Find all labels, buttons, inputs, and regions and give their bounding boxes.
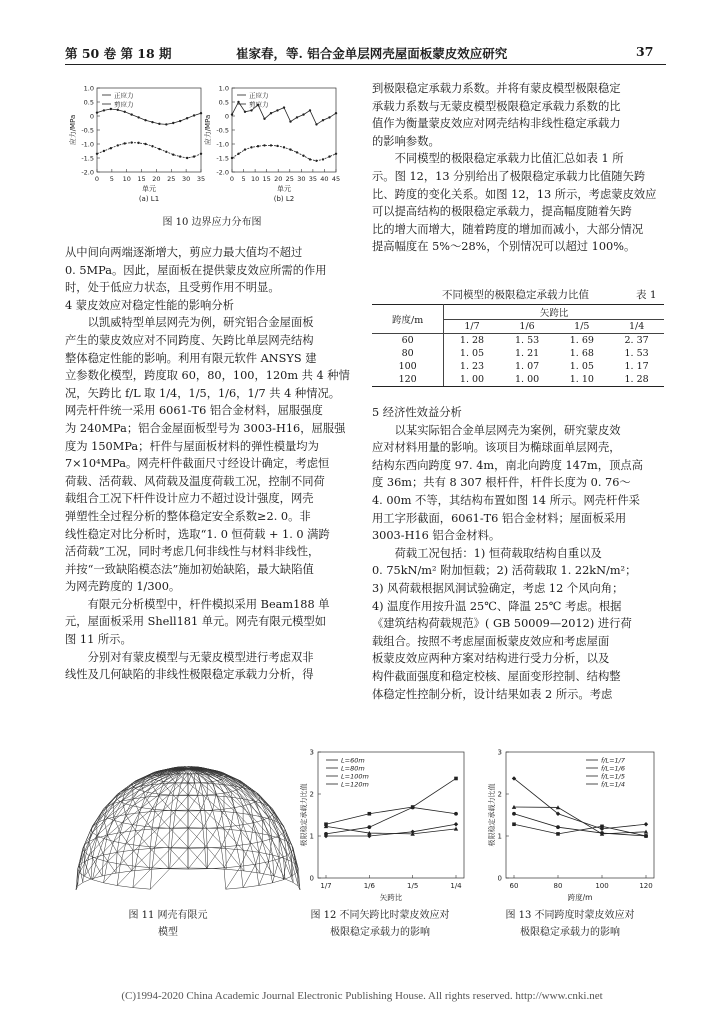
text-line: 4. 00m 不等，其结构布置如图 14 所示。网壳杆件采 [372,493,640,507]
text-line: 度 36m；共有 8 307 根杆件，杆件长度为 0. 76～ [372,476,631,490]
table1-span: 60 [372,334,444,348]
data-point [322,119,324,121]
text-line: 荷载、活荷载、风荷载及温度荷载工况，控制不同荷 [65,474,325,488]
y-tick-label: -1.5 [216,154,229,163]
data-point [302,113,304,115]
x-tick-label: 25 [167,175,176,183]
table1-col-header: 1/6 [500,320,555,334]
data-point [144,143,146,145]
table-row [372,360,664,373]
section-5-heading: 5 经济性效益分析 [372,406,462,419]
text-line: 应对材料用量的影响。该项目为椭球面单层网壳， [372,441,621,455]
text-line: 况，矢跨比 f/L 取 1/4，1/5，1/6，1/7 共 4 种情况。 [65,386,341,400]
x-tick-label: 30 [182,175,191,183]
series-line [232,102,336,124]
data-point [367,825,371,829]
copyright-footer: (C)1994-2020 China Academic Journal Electronic Publishing House. All rights reserved. http://www.cnki.net [121,990,603,1002]
running-title: 崔家春，等. 铝合金单层网壳屋面板蒙皮效应研究 [236,46,508,61]
data-point [309,109,311,111]
series-line [97,109,201,124]
text-line: 3) 风荷载根据风洞试验确定，考虑 12 个风向角； [372,581,624,595]
y-tick-label: -1.0 [81,140,94,149]
text-line: 线性及几何缺陷的非线性极限稳定承载力分析，得 [65,668,314,682]
text-line: 图 11 所示。 [65,633,132,647]
data-point [96,111,98,113]
fig11-dome-model [68,750,308,900]
data-point [335,112,337,114]
table-row [372,347,664,360]
y-tick-label: 0 [309,874,314,883]
data-point [244,111,246,113]
data-point [137,116,139,118]
data-point [237,101,239,103]
fig12-caption-line2: 极限稳定承载力的影响 [330,927,430,938]
data-point [296,151,298,153]
text-line: 活荷载”工况，同时考虑几何非线性与材料非线性， [65,545,320,559]
data-point [179,120,181,122]
x-tick-label: 120 [639,882,653,890]
y-tick-label: 3 [497,748,502,757]
y-axis-label: 极限稳定承载力比值 [300,783,308,847]
data-point [512,822,516,826]
table1-cell: 1. 28 [459,335,485,346]
y-tick-label: 1.0 [218,84,229,93]
data-point [315,123,317,125]
data-point [231,113,233,115]
data-point [644,822,648,826]
legend-label: f/L=1/4 [601,780,626,789]
fig11-caption-line2: 模型 [158,927,178,938]
data-point [283,146,285,148]
data-point [165,123,167,125]
table1-cell: 1. 05 [569,361,594,372]
data-point [454,777,458,781]
data-point [454,812,458,816]
text-line: 的影响参数。 [372,134,440,148]
right-column-top [372,80,664,256]
plot-frame [232,88,336,172]
table1-cell: 1. 00 [444,373,500,387]
data-point [244,148,246,150]
y-tick-label: -1.5 [81,154,94,163]
para-case [372,422,664,545]
text-line: 网壳杆件统一采用 6061-T6 铝合金材料，屈服强度 [65,404,323,418]
text-line: 元，屋面板采用 Shell181 单元。网壳有限元模型如 [65,615,327,629]
data-point [328,155,330,157]
text-line: 立参数化模型，跨度取 60，80，100，120m 共 4 种情 [65,369,350,383]
section-4-heading: 4 蒙皮效应对稳定性能的影响分析 [65,298,234,312]
y-tick-label: 2 [309,790,314,799]
table1 [372,304,664,387]
table1-col-header: 1/5 [554,320,609,334]
text-line: 不同模型的极限稳定承载力比值汇总如表 1 所 [394,152,624,166]
x-tick-label: 15 [262,175,271,183]
text-line: 构件截面强度和稳定校核、屋面变形控制、结构整 [372,669,621,683]
table1-cell: 1. 23 [459,361,485,372]
data-point [257,145,259,147]
series-line [514,778,646,828]
x-tick-label: 15 [137,175,146,183]
text-line: 到极限稳定承载力系数。并将有蒙皮模型极限稳定 [372,82,621,95]
data-point [289,148,291,150]
y-axis-label: 极限稳定承载力比值 [488,783,496,847]
text-line: 比的增大而增大，随着跨度的增加而减小，大部分情况 [372,222,644,236]
table1-group-header: 矢跨比 [444,305,664,320]
table1-cell: 1. 53 [514,335,540,346]
y-tick-label: -2.0 [216,168,229,177]
y-tick-label: 0 [224,112,229,121]
data-point [96,153,98,155]
data-point [556,832,560,836]
right-column-bottom [372,404,664,703]
plot-frame [506,752,654,878]
text-line: 0. 5MPa。因此，屋面板在提供蒙皮效应所需的作用 [65,263,327,277]
data-point [193,114,195,116]
legend-label: L=60m [341,756,365,765]
data-point [117,144,119,146]
data-point [110,147,112,149]
fig10b-chart [200,80,350,210]
text-line: 弹塑性全过程分析的整体稳定安全系数≥2. 0。非 [65,509,311,523]
data-point [270,112,272,114]
x-axis-label: 单元 [277,185,291,193]
text-line: 7×10⁴MPa。网壳杆件截面尺寸经设计确定，考虑恒 [65,457,330,471]
y-tick-label: 2 [497,790,502,799]
data-point [302,155,304,157]
table1-cell: 1. 53 [624,348,649,359]
y-tick-label: -0.5 [216,126,229,135]
table1-cell: 1. 05 [459,348,485,359]
data-point [263,118,265,120]
data-point [137,142,139,144]
y-tick-label: 0 [89,112,94,121]
data-point [172,153,174,155]
x-tick-label: 1/5 [407,882,419,890]
data-point [276,145,278,147]
fig12-caption-line1: 图 12 不同矢跨比时蒙皮效应对 [310,910,450,921]
table1-cell: 2. 37 [624,335,649,346]
x-tick-label: 0 [94,175,100,183]
data-point [130,141,132,143]
data-point [454,822,458,826]
text-line: 0. 75kN/m² 附加恒载；2) 活荷载取 1. 22kN/m²； [372,564,637,578]
y-tick-label: 0.5 [218,98,229,107]
plot-frame [318,752,464,878]
text-line: 体稳定性控制分析，设计结果如表 2 所示。考虑 [372,687,613,701]
page-number: 37 [636,44,654,59]
x-axis-label: 矢跨比 [379,893,403,902]
text-line: 用工字形截面，6061-T6 铝合金材料；屋面板采用 [372,511,627,525]
data-point [289,120,291,122]
y-tick-label: -1.0 [216,140,229,149]
y-tick-label: 1 [309,832,314,841]
table1-cell: 1. 10 [554,373,609,387]
text-line: 度为 150MPa；杆件与屋面板材料的弹性模量均为 [65,439,319,453]
x-tick-label: 30 [297,175,306,183]
data-point [644,834,648,838]
subfigure-label: (a) L1 [138,195,160,203]
text-line: 分别对有蒙皮模型与无蒙皮模型进行考虑双非 [87,650,314,664]
fig10a-chart [65,80,215,210]
text-line: 3003-H16 铝合金材料。 [372,529,501,543]
fig13-caption-line1: 图 13 不同跨度时蒙皮效应对 [505,910,635,921]
table1-col-header: 1/4 [609,320,664,334]
x-tick-label: 1/6 [363,882,375,890]
fig10-caption: 图 10 边界应力分布图 [162,217,262,228]
text-line: 4) 温度作用按升温 25℃、降温 25℃ 考虑。根据 [372,599,622,613]
x-tick-label: 45 [331,175,341,183]
x-tick-label: 0 [229,175,235,183]
data-point [151,145,153,147]
data-point [237,153,239,155]
text-line: 承载力系数与无蒙皮模型极限稳定承载力系数的比 [372,99,621,113]
legend-label: 剪应力 [114,100,134,109]
text-line: 线性稳定对比分析时，选取“1. 0 恒荷载 + 1. 0 满跨 [65,527,330,541]
x-tick-label: 20 [152,175,161,183]
x-tick-label: 5 [241,175,246,183]
legend-label: f/L=1/5 [601,772,626,781]
x-tick-label: 20 [274,175,283,183]
legend-label: 正应力 [249,91,269,100]
y-tick-label: 0.5 [83,98,94,107]
y-tick-label: 0 [497,874,502,883]
table1-cell: 1. 21 [514,348,540,359]
fig13-chart [470,748,662,908]
data-point [250,109,252,111]
header-rule [65,64,666,65]
x-tick-label: 1/4 [450,882,462,890]
data-point [186,117,188,119]
data-point [296,116,298,118]
text-line: 整体稳定性能的影响。利用有限元软件 ANSYS 建 [65,351,317,365]
data-point [322,158,324,160]
data-point [270,144,272,146]
text-line: 产生的蒙皮效应对不同跨度、矢跨比单层网壳结构 [65,333,314,347]
x-tick-label: 35 [196,175,206,183]
legend-label: L=80m [341,764,365,773]
y-tick-label: -0.5 [81,126,94,135]
data-point [151,121,153,123]
data-point [283,106,285,108]
text-line: 示。图 12，13 分别给出了极限稳定承载力比值随矢跨 [372,169,646,183]
y-axis-label: 应力/MPa [204,114,212,146]
dome-mesh [76,766,300,890]
table-row [372,334,664,348]
table1-title: 不同模型的极限稳定承载力比值 [442,289,589,301]
data-point [512,812,516,816]
data-point [328,116,330,118]
data-point [250,146,252,148]
y-tick-label: 1 [497,832,502,841]
subfigure-label: (b) L2 [273,195,295,203]
text-line: 结构东西向跨度 97. 4m，南北向跨度 147m，顶点高 [372,458,643,472]
text-line: 比、跨度的变化关系。如图 12，13 所示，考虑蒙皮效应 [372,187,657,201]
text-line: 值作为衡量蒙皮效应对网壳结构非线性稳定承载力 [372,117,621,131]
text-line: 提高幅度在 5%～28%，个别情况可以超过 100%。 [372,240,636,254]
fig13-caption-line2: 极限稳定承载力的影响 [520,927,620,938]
table1-cell: 1. 68 [569,348,594,359]
table1-cell: 1. 00 [500,373,555,387]
text-line: 以凯威特型单层网壳为例，研究铝合金屋面板 [87,316,314,330]
data-point [411,806,415,810]
x-tick-label: 40 [320,175,329,183]
x-axis-label: 跨度/m [567,893,593,902]
text-line: 可以提高结构的极限稳定承载力，提高幅度随着矢跨 [372,205,632,219]
para-results [372,150,664,256]
data-point [103,150,105,152]
legend-label: L=100m [341,772,369,781]
table1-cell: 1. 69 [569,335,594,346]
legend-label: f/L=1/7 [601,756,626,765]
data-point [158,148,160,150]
text-line: 以某实际铝合金单层网壳为案例，研究蒙皮效 [394,423,621,437]
text-line: 《建筑结构荷载规范》( GB 50009—2012) 进行荷 [372,617,632,631]
data-point [110,108,112,110]
data-point [158,123,160,125]
series-line [97,143,201,158]
series-line [326,824,456,836]
text-line: 为网壳跨度的 1/300。 [65,580,181,594]
data-point [144,119,146,121]
text-line: 荷载工况包括：1) 恒荷载取结构自重以及 [394,546,602,560]
data-point [179,155,181,157]
x-tick-label: 10 [250,175,260,183]
text-line: 从中间向两端逐渐增大，剪应力最大值均不超过 [65,246,303,259]
data-point [368,812,372,816]
data-point [231,157,233,159]
data-point [315,160,317,162]
legend-label: f/L=1/6 [601,764,626,773]
table1-col-header: 1/7 [444,320,500,334]
table-row [372,373,664,387]
legend-label: L=120m [341,780,369,789]
para-fe-model [65,596,355,649]
table1-cell: 1. 28 [609,373,664,387]
table1-cell: 1. 17 [624,361,649,372]
y-tick-label: -2.0 [81,168,94,177]
data-point [124,111,126,113]
text-line: 时，处于低应力状态，且受剪作用不明显。 [65,281,280,295]
para-ratio-def [372,80,664,150]
legend-label: 正应力 [114,91,134,100]
y-tick-label: 3 [309,748,314,757]
data-point [193,155,195,157]
x-tick-label: 10 [122,175,131,183]
data-point [309,158,311,160]
x-axis-label: 单元 [142,185,156,193]
para-continued [65,244,355,297]
series-line [326,807,456,833]
data-point [186,157,188,159]
data-point [130,113,132,115]
data-point [117,109,119,111]
table1-span: 100 [372,360,444,373]
journal-issue: 第 50 卷 第 18 期 [65,46,172,61]
y-tick-label: 1.0 [83,84,94,93]
left-column [65,244,355,684]
x-tick-label: 1/7 [320,882,332,890]
data-point [172,122,174,124]
x-tick-label: 25 [285,175,294,183]
x-tick-label: 60 [509,882,519,890]
x-tick-label: 5 [109,175,114,183]
data-point [276,109,278,111]
text-line: 板蒙皮效应两种方案对结构进行受力分析，以及 [372,652,610,666]
data-point [124,142,126,144]
x-tick-label: 35 [308,175,318,183]
text-line: 并按“一致缺陷模态法”施加初始缺陷，最大缺陷值 [65,562,314,576]
text-line: 为 240MPa；铝合金屋面板型号为 3003-H16，屈服强 [65,421,346,435]
fig11-caption-line1: 图 11 网壳有限元 [128,910,208,921]
fig12-chart [282,748,472,908]
para-stability-method [65,314,355,596]
data-point [556,825,560,829]
data-point [335,153,337,155]
table1-label: 表 1 [636,289,657,301]
table1-corner: 跨度/m [372,305,444,334]
data-point [165,151,167,153]
plot-frame [97,88,201,172]
x-tick-label: 80 [553,882,563,890]
legend-label: 剪应力 [249,100,269,109]
table1-span: 80 [372,347,444,360]
data-point [263,144,265,146]
para-loads [372,545,664,703]
table1-cell: 1. 07 [514,361,540,372]
text-line: 载组合工况下杆件设计应力不超过设计强度，网壳 [65,492,314,506]
y-axis-label: 应力/MPa [69,114,77,146]
table1-span: 120 [372,373,444,387]
x-tick-label: 100 [595,882,609,890]
text-line: 载组合。按照不考虑屋面板蒙皮效应和考虑屋面 [372,634,610,648]
para-analysis [65,649,355,684]
data-point [103,109,105,111]
text-line: 有限元分析模型中，杆件模拟采用 Beam188 单 [87,597,330,611]
